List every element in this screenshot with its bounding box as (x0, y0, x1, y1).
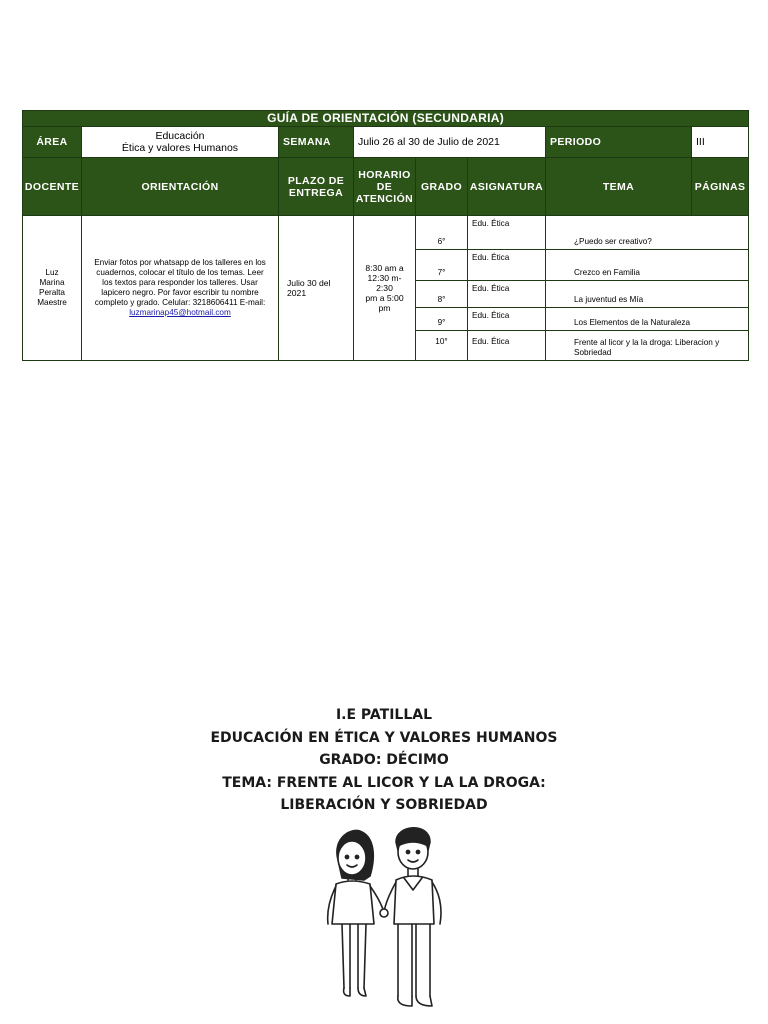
orientacion-cell (82, 216, 279, 361)
grado-cell: 10° (416, 331, 468, 361)
docente-cell (23, 216, 82, 361)
docente-line: Peralta (39, 288, 65, 297)
header-orientacion: ORIENTACIÓN (82, 158, 279, 216)
header-plazo-line-2: ENTREGA (288, 186, 344, 199)
header-asignatura: ASIGNATURA (468, 158, 546, 216)
grado-cell: 7° (416, 250, 468, 281)
tema-cell: Frente al licor y la la droga: Liberacion y Sobriedad (546, 331, 749, 361)
asignatura-cell: Edu. Ética (468, 331, 546, 361)
plazo-line-2: 2021 (287, 288, 307, 298)
periodo-value: III (692, 127, 749, 158)
horario-line: 2:30 (376, 283, 393, 293)
semana-value: Julio 26 al 30 de Julio de 2021 (354, 127, 546, 158)
orientation-guide-table (22, 110, 749, 361)
horario-line: pm (378, 303, 391, 313)
topic-title-line-2: LIBERACIÓN Y SOBRIEDAD (280, 797, 488, 813)
horario-cell (354, 216, 416, 361)
horario-line: 12:30 m- (367, 273, 402, 283)
horario-line: 8:30 am a (365, 263, 404, 273)
grado-cell: 9° (416, 308, 468, 331)
area-label: ÁREA (23, 127, 82, 158)
header-horario-line-1: HORARIO (358, 168, 411, 181)
document-heading (0, 704, 768, 817)
area-line-2: Ética y valores Humanos (121, 142, 239, 154)
header-horario-line-3: ATENCIÓN (355, 192, 414, 205)
docente-line: Luz (45, 268, 59, 277)
plazo-line-1: Julio 30 del (287, 278, 331, 288)
area-value (82, 127, 279, 158)
school-name: I.E PATILLAL (335, 707, 433, 723)
asignatura-cell: Edu. Ética (468, 250, 546, 281)
asignatura-cell: Edu. Ética (468, 216, 546, 250)
asignatura-cell: Edu. Ética (468, 308, 546, 331)
horario-line: pm a 5:00 (365, 293, 404, 303)
semana-label: SEMANA (279, 127, 354, 158)
header-docente: DOCENTE (23, 158, 82, 216)
header-horario (354, 158, 416, 216)
held-hands (380, 909, 388, 917)
area-line-1: Educación (155, 130, 205, 142)
tema-cell: Crezco en Familia (546, 250, 749, 281)
header-horario-line-2: DE (376, 180, 393, 193)
grado-cell: 6° (416, 216, 468, 250)
docente-line: Maestre (37, 298, 67, 307)
header-plazo-line-1: PLAZO DE (287, 174, 345, 187)
topic-title-line-1: TEMA: FRENTE AL LICOR Y LA LA DROGA: (222, 774, 546, 791)
periodo-label: PERIODO (546, 127, 692, 158)
header-plazo (279, 158, 354, 216)
asignatura-cell: Edu. Ética (468, 281, 546, 308)
orientacion-text: Enviar fotos por whatsapp de los talleres en los cuadernos, colocar el título de los temas. Leer los textos para responder los talleres. Usar lapicero negro. Por favor escribir tu nombre completo y grado. Celular: 3218606411 E-mail: (94, 258, 266, 307)
orientacion-email-link[interactable]: luzmarinap45@hotmail.com (129, 308, 231, 317)
subject-title: EDUCACIÓN EN ÉTICA Y VALORES HUMANOS (210, 729, 558, 746)
children-illustration (312, 820, 462, 1020)
tema-cell: La juventud es Mía (546, 281, 749, 308)
guide-title: GUÍA DE ORIENTACIÓN (SECUNDARIA) (23, 111, 749, 127)
grado-cell: 8° (416, 281, 468, 308)
header-grado: GRADO (416, 158, 468, 216)
grade-title: GRADO: DÉCIMO (319, 752, 449, 768)
plazo-cell (279, 216, 354, 361)
header-paginas: PÁGINAS (692, 158, 749, 216)
boy-figure (384, 828, 441, 1006)
girl-figure (328, 830, 384, 996)
header-tema: TEMA (546, 158, 692, 216)
docente-line: Marina (39, 278, 65, 287)
tema-cell: ¿Puedo ser creativo? (546, 216, 749, 250)
tema-cell: Los Elementos de la Naturaleza (546, 308, 749, 331)
